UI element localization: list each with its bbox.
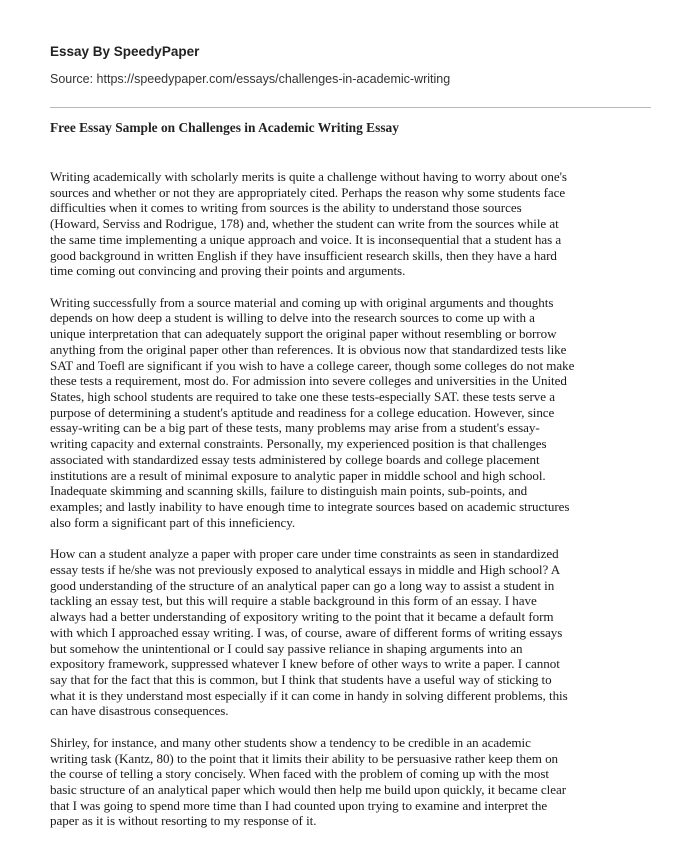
paragraph-line: Inadequate skimming and scanning skills, failure to distinguish main points, sub-points, and [50, 483, 528, 499]
paragraph-line: but somehow the unintentional or I could say passive reliance in shaping arguments into an [50, 640, 523, 656]
essay-body [50, 169, 653, 845]
paragraph-line: institutions are a result of minimal exposure to analytic paper in middle school and high school. [50, 467, 546, 483]
paragraph-line: sources and whether or not they are appropriately cited. Perhaps the reason why some students face [50, 184, 566, 200]
paragraph-line: depends on how deep a student is willing to delve into the research sources to come up with a [50, 310, 535, 326]
paragraph-line: examples; and lastly inability to have enough time to integrate sources based on academic structures [50, 499, 570, 515]
paragraph-line: Shirley, for instance, and many other students show a tendency to be credible in an academic [50, 734, 531, 750]
paragraph-line: essay tests if he/she was not previously exposed to analytical essays in middle and High school? A [50, 561, 561, 577]
paragraph-line: paper as it is without resorting to my response of it. [50, 813, 317, 829]
paragraph-line: also form a significant part of this inneficiency. [50, 514, 296, 530]
paragraph-line: Writing academically with scholarly merits is quite a challenge without having to worry about one's [50, 169, 567, 184]
paragraph-line: SAT and Toefl are significant if you wish to have a college career, though some colleges do not make [50, 357, 575, 373]
paragraph-line: that I was going to spend more time than I had counted upon trying to examine and interpret the [50, 797, 548, 813]
paragraph-line: States, high school students are required to take one these tests-especially SAT. these tests serve a [50, 389, 555, 405]
essay-paragraph [50, 295, 653, 531]
paragraph-line: expository framework, suppressed whatever I knew before of other ways to write a paper. I cannot [50, 656, 560, 672]
document-header-title: Essay By SpeedyPaper [50, 44, 200, 59]
paragraph-line: can have disastrous consequences. [50, 703, 229, 719]
paragraph-line: time coming out convincing and proving their points and arguments. [50, 263, 406, 279]
paragraph-line: these tests a requirement, most do. For admission into severe colleges and universities in the United [50, 373, 567, 389]
paragraph-line: say that for the fact that this is common, but I think that students have a useful way of sticking to [50, 671, 552, 687]
header-divider [50, 107, 651, 108]
essay-paragraph [50, 169, 653, 279]
paragraph-line: the same time implementing a unique approach and voice. It is inconsequential that a student has a [50, 231, 562, 247]
paragraph-line: with which I approached essay writing. I was, of course, aware of different forms of writing essays [50, 624, 563, 640]
paragraph-line: Writing successfully from a source material and coming up with original arguments and thoughts [50, 294, 554, 310]
paragraph-line: basic structure of an analytical paper which would then help me build upon quickly, it became clear [50, 781, 567, 797]
paragraph-line: essay-writing can be a big part of these tests, many problems may arise from a student's essay- [50, 420, 540, 436]
paragraph-line: tackling an essay test, but this will require a stable background in this form of an essay. I have [50, 593, 537, 609]
paragraph-line: anything from the original paper other than references. It is obvious now that standardized tests like [50, 341, 567, 357]
paragraph-line: unique interpretation that can adequately support the original paper without resembling or borrow [50, 326, 557, 342]
essay-paragraph [50, 546, 653, 719]
essay-paragraph [50, 735, 653, 829]
paragraph-line: what it is they understand most especially if it can come in handy in solving different problems, this [50, 687, 568, 703]
paragraph-line: difficulties when it comes to writing from sources is the ability to understand those sources [50, 200, 522, 216]
paragraph-line: How can a student analyze a paper with proper care under time constraints as seen in standardized [50, 546, 559, 562]
paragraph-line: good understanding of the structure of an analytical paper can go a long way to assist a student in [50, 577, 555, 593]
essay-title: Free Essay Sample on Challenges in Academic Writing Essay [50, 120, 399, 135]
paragraph-line: the course of telling a story concisely. When faced with the problem of coming up with the most [50, 766, 549, 782]
paragraph-line: good background in written English if they have insufficient research skills, then they have a hard [50, 247, 557, 263]
paragraph-line: always had a better understanding of expository writing to the point that it became a default form [50, 609, 554, 625]
paragraph-line: purpose of determining a student's aptitude and readiness for a college education. However, since [50, 404, 555, 420]
paragraph-line: (Howard, Serviss and Rodrigue, 178) and, whether the student can write from the sources while at [50, 216, 559, 232]
source-line: Source: https://speedypaper.com/essays/challenges-in-academic-writing [50, 72, 451, 86]
paragraph-line: associated with standardized essay tests administered by college boards and college placement [50, 451, 540, 467]
paragraph-line: writing task (Kantz, 80) to the point that it limits their ability to be persuasive rather keep them on [50, 750, 559, 766]
paragraph-line: writing capacity and external constraints. Personally, my experienced position is that challenges [50, 436, 547, 452]
